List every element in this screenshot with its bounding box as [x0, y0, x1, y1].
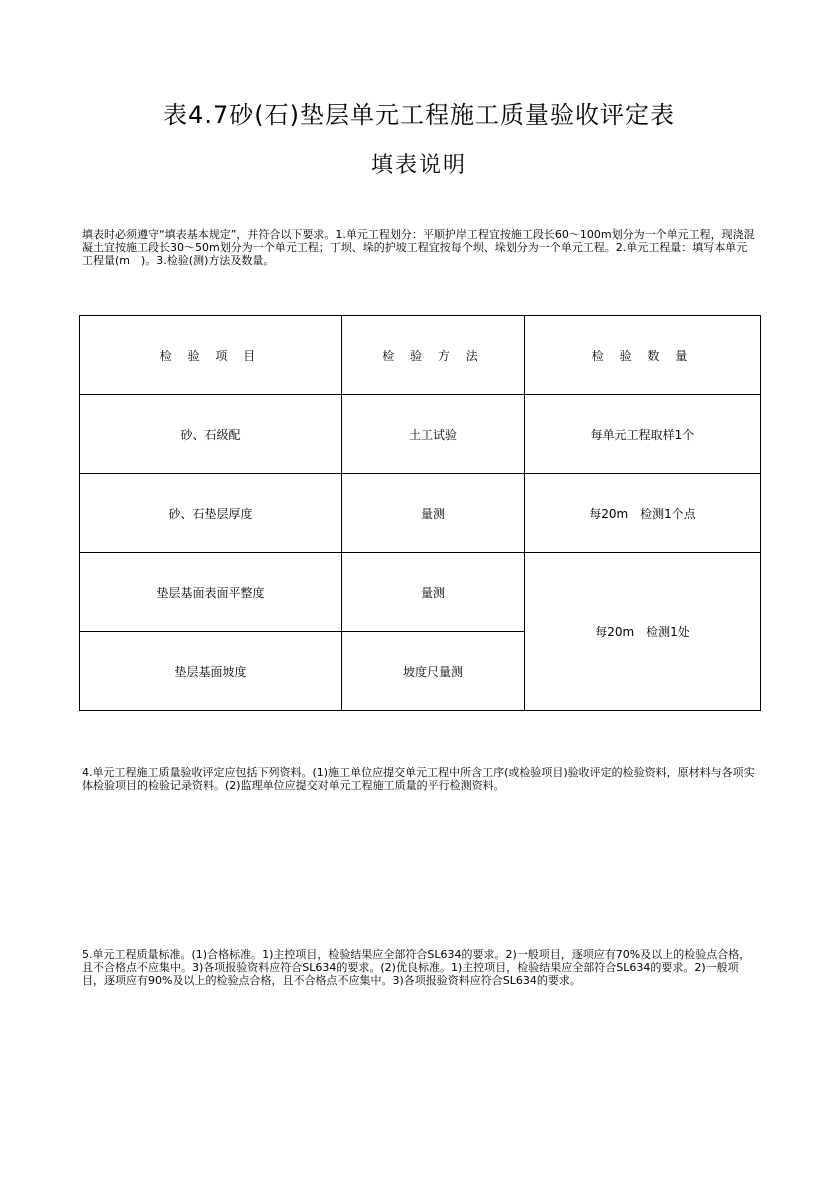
item5-paragraph: 5.单元工程质量标准。(1)合格标准。1)主控项目，检验结果应全部符合SL634的要求。2)一般项目，逐项应有70%及以上的检验点合格，且不合格点不应集中。3)各项报验资料应符合SL634的要求。(2)优良标准。1)主控项目，检验结果应全部符合SL634的要求。2)一般项目，逐项应有90%及以上的检验点合格，且不合格点不应集中。3)各项报验资料应符合SL634的要求。	[82, 948, 751, 987]
cell-method: 量测	[342, 474, 525, 553]
cell-item: 砂、石垫层厚度	[80, 474, 342, 553]
table-header-row	[80, 316, 761, 395]
inspection-table	[79, 315, 761, 711]
table-row	[80, 395, 761, 474]
cell-method: 土工试验	[342, 395, 525, 474]
page-subtitle: 填表说明	[370, 153, 467, 178]
header-method: 检 验 方 法	[342, 316, 525, 395]
cell-method: 量测	[342, 553, 525, 632]
cell-item: 垫层基面表面平整度	[80, 553, 342, 632]
cell-quantity: 每20m 检测1个点	[525, 474, 761, 553]
cell-quantity-merged: 每20m 检测1处	[525, 553, 761, 711]
header-quantity: 检 验 数 量	[525, 316, 761, 395]
table-row	[80, 474, 761, 553]
table-row	[80, 553, 761, 632]
item4-paragraph: 4.单元工程施工质量验收评定应包括下列资料。(1)施工单位应提交单元工程中所含工序(或检验项目)验收评定的检验资料，原材料与各项实体检验项目的检验记录资料。(2)监理单位应提交对单元工程施工质量的平行检测资料。	[82, 766, 755, 792]
cell-quantity: 每单元工程取样1个	[525, 395, 761, 474]
cell-method: 坡度尺量测	[342, 632, 525, 711]
page-title: 表4.7砂(石)垫层单元工程施工质量验收评定表	[163, 101, 675, 129]
cell-item: 垫层基面坡度	[80, 632, 342, 711]
header-item: 检 验 项 目	[80, 316, 342, 395]
cell-item: 砂、石级配	[80, 395, 342, 474]
intro-paragraph: 填表时必须遵守“填表基本规定”，并符合以下要求。1.单元工程划分：平顺护岸工程宜按施工段长60～100m划分为一个单元工程，现浇混凝土宜按施工段长30～50m划分为一个单元工程；丁坝、垛的护坡工程宜按每个坝、垛划分为一个单元工程。2.单元工程量：填写本单元工程量(m )。3.检验(测)方法及数量。	[82, 228, 755, 267]
